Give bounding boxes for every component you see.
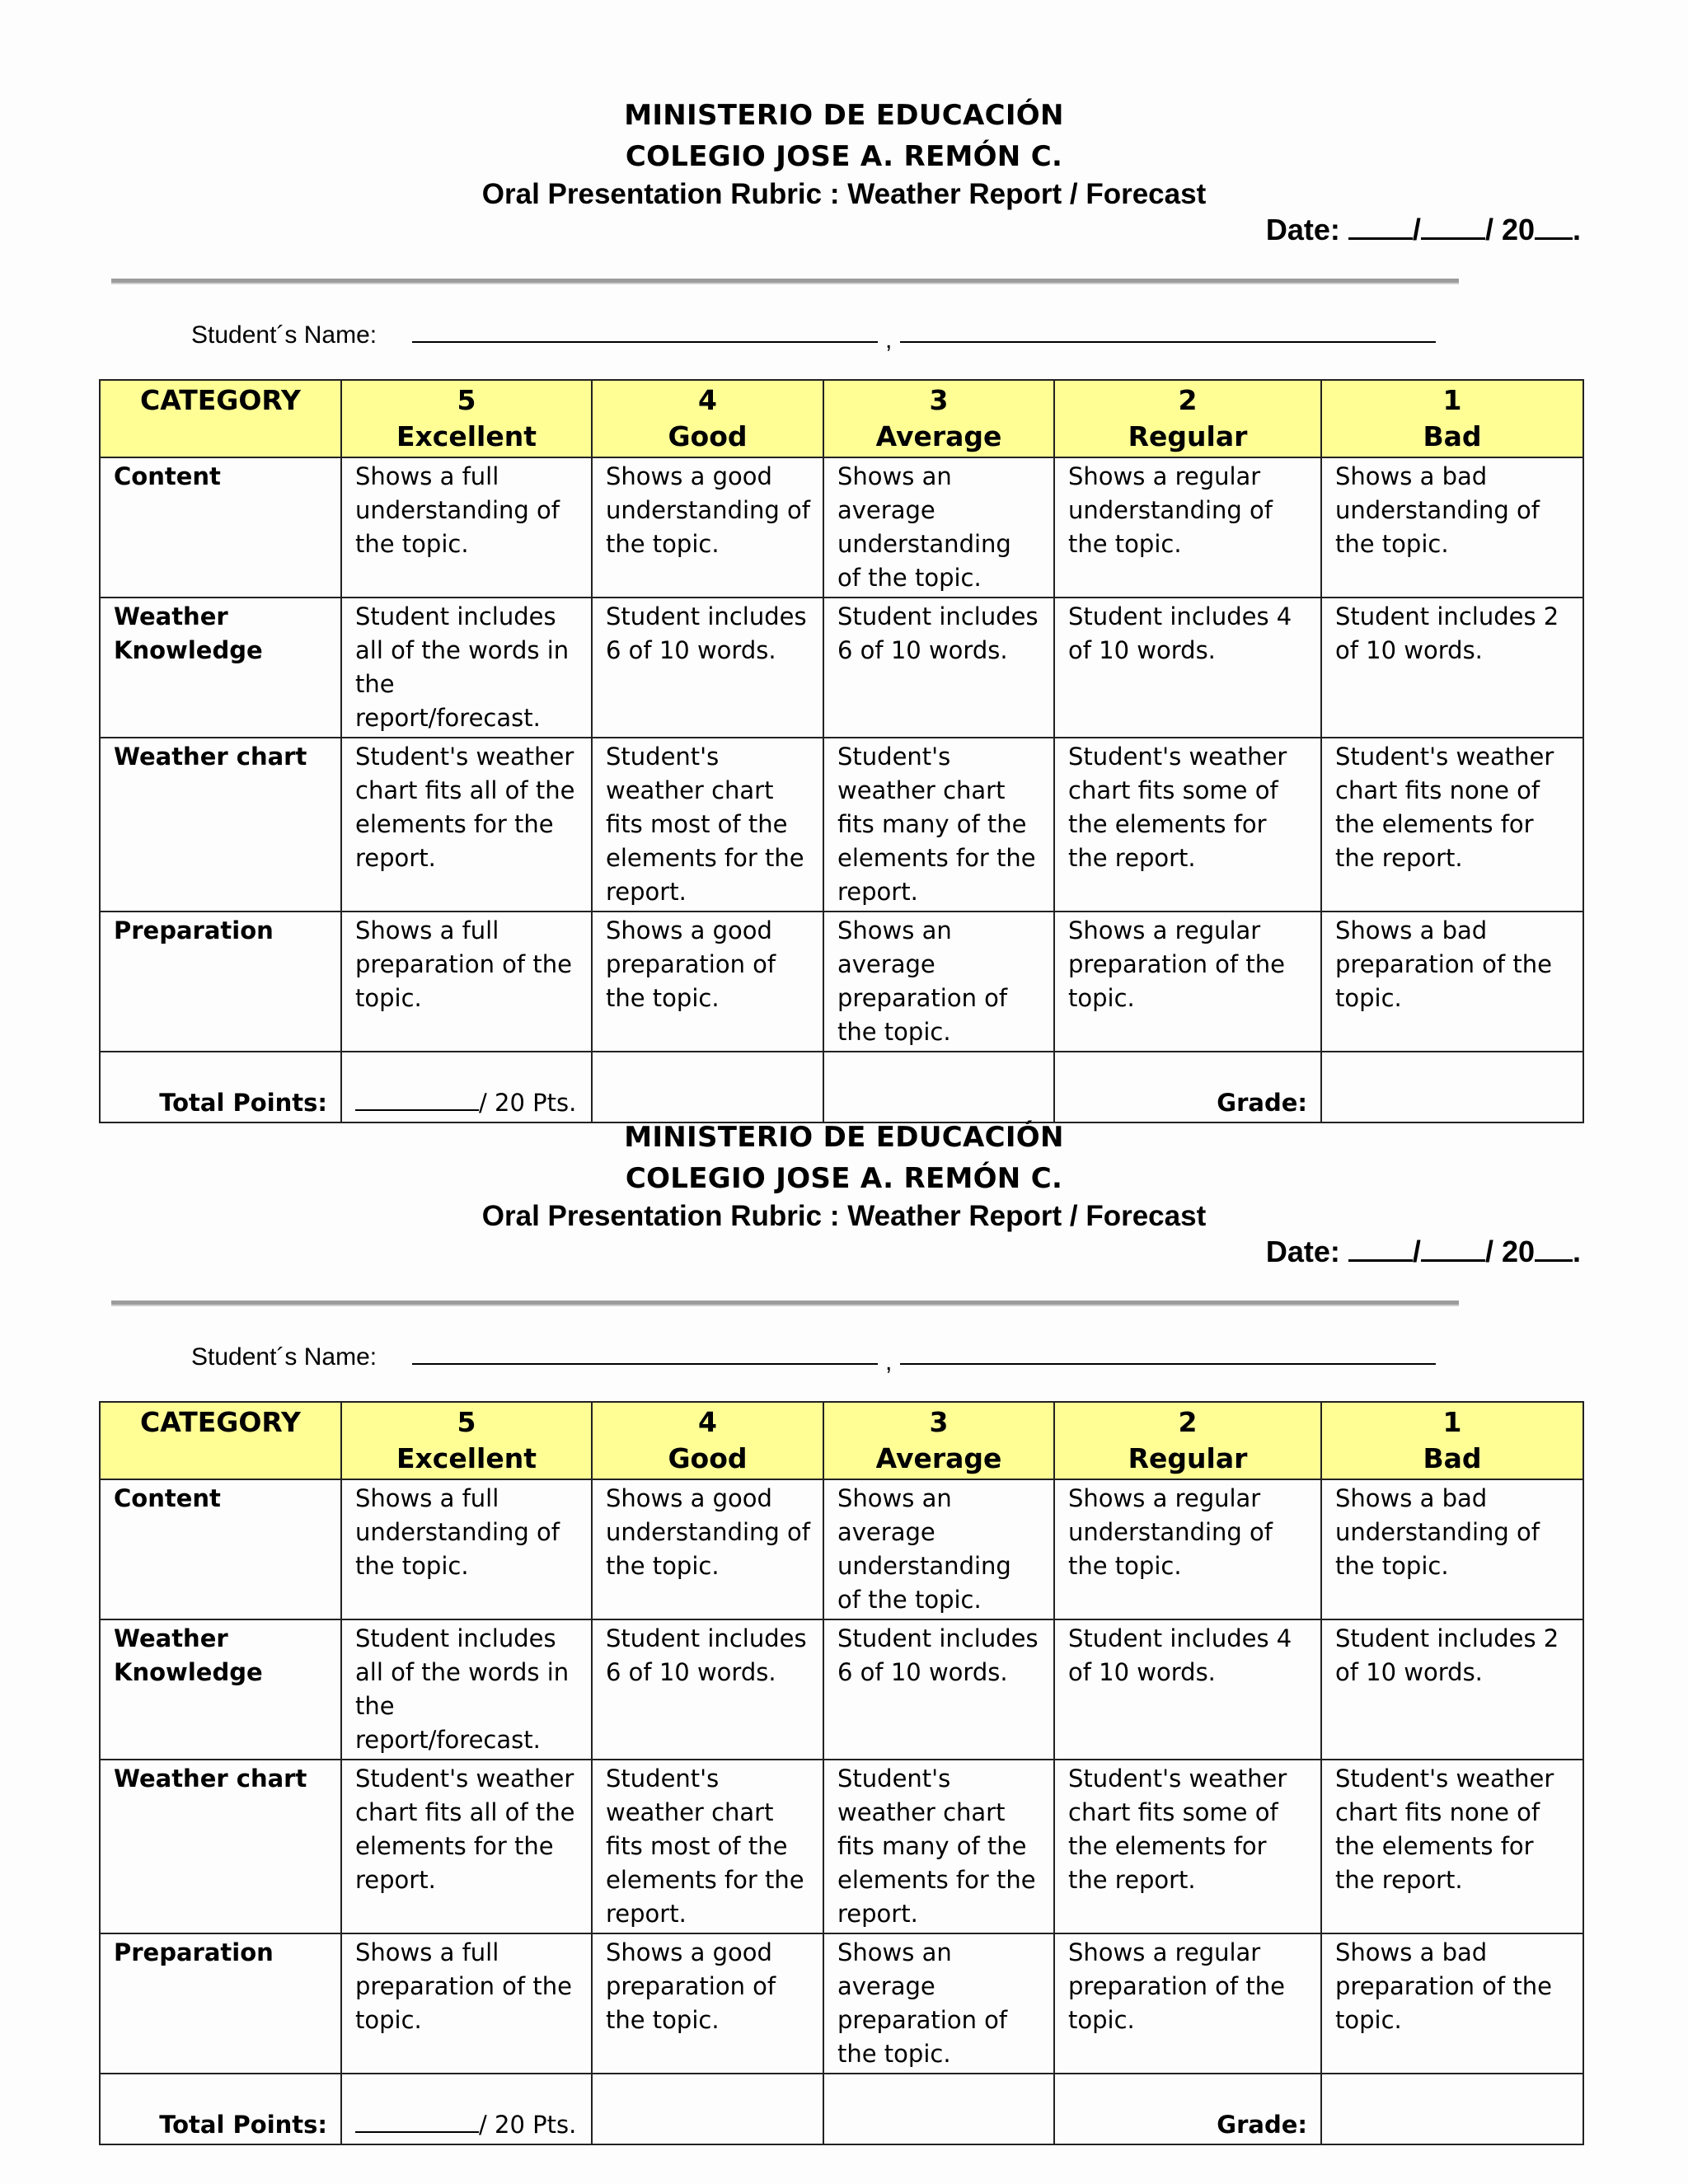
table-row [100,912,1583,1052]
student-first-name-blank[interactable] [900,341,1436,343]
total-row [100,1052,1583,1122]
rubric-table [99,1401,1584,2145]
points-blank[interactable] [355,2107,479,2133]
criteria-cell: Shows a regular preparation of the topic. [1054,1933,1321,2074]
category-cell: Weather Knowledge [100,598,341,738]
date-month-blank[interactable] [1421,1235,1485,1262]
header-good: 4 Good [592,1402,823,1479]
table-row [100,598,1583,738]
criteria-cell: Student includes 4 of 10 words. [1054,1619,1321,1760]
criteria-cell: Student includes 6 of 10 words. [823,1619,1054,1760]
header-good: 4 Good [592,380,823,457]
category-cell: Content [100,457,341,598]
category-cell: Preparation [100,1933,341,2074]
criteria-cell: Student's weather chart fits many of the elements for the report. [823,738,1054,912]
criteria-cell: Student's weather chart fits most of the elements for the report. [592,1760,823,1933]
category-cell: Weather chart [100,1760,341,1933]
table-row [100,1619,1583,1760]
grade-label: Grade: [1054,1052,1321,1122]
date-field[interactable] [1266,213,1581,247]
criteria-cell: Student includes 2 of 10 words. [1321,598,1583,738]
criteria-cell: Student includes all of the words in the report/forecast. [341,598,592,738]
name-comma: , [885,1348,893,1376]
date-period: . [1572,1235,1581,1268]
criteria-cell: Student includes 2 of 10 words. [1321,1619,1583,1760]
school-title: COLEGIO JOSE A. REMÓN C. [625,1162,1063,1195]
date-month-blank[interactable] [1421,213,1485,240]
criteria-cell: Student's weather chart fits none of the elements for the report. [1321,738,1583,912]
criteria-cell: Student's weather chart fits some of the elements for the report. [1054,738,1321,912]
table-row [100,1760,1583,1933]
criteria-cell: Shows a bad understanding of the topic. [1321,457,1583,598]
criteria-cell: Student includes 6 of 10 words. [592,598,823,738]
criteria-cell: Shows an average preparation of the topic. [823,1933,1054,2074]
ministry-title: MINISTERIO DE EDUCACIÓN [624,99,1064,132]
criteria-cell: Student includes all of the words in the report/forecast. [341,1619,592,1760]
empty-cell [592,2074,823,2144]
points-blank[interactable] [355,1085,479,1111]
criteria-cell: Student's weather chart fits all of the elements for the report. [341,1760,592,1933]
total-points-label: Total Points: [100,2074,341,2144]
points-suffix: / 20 Pts. [479,1089,577,1117]
table-row [100,738,1583,912]
criteria-cell: Shows a full preparation of the topic. [341,912,592,1052]
criteria-cell: Student's weather chart fits none of the elements for the report. [1321,1760,1583,1933]
criteria-cell: Shows a bad understanding of the topic. [1321,1479,1583,1619]
header-average: 3 Average [823,380,1054,457]
table-row [100,1933,1583,2074]
date-separator: / [1412,213,1421,246]
header-excellent: 5 Excellent [341,1402,592,1479]
criteria-cell: Shows a regular understanding of the topic. [1054,457,1321,598]
criteria-cell: Shows an average preparation of the topic. [823,912,1054,1052]
date-year-prefix: / 20 [1484,213,1535,246]
date-label: Date: [1265,213,1340,246]
date-year-blank[interactable] [1535,213,1573,240]
category-cell: Weather chart [100,738,341,912]
criteria-cell: Student's weather chart fits most of the elements for the report. [592,738,823,912]
criteria-cell: Student's weather chart fits some of the elements for the report. [1054,1760,1321,1933]
criteria-cell: Shows a good preparation of the topic. [592,912,823,1052]
criteria-cell: Shows a good understanding of the topic. [592,1479,823,1619]
student-first-name-blank[interactable] [900,1363,1436,1365]
total-points-field[interactable] [341,2074,592,2144]
total-row [100,2074,1583,2144]
header-regular: 2 Regular [1054,380,1321,457]
header-row [100,1402,1583,1479]
criteria-cell: Shows a good understanding of the topic. [592,457,823,598]
category-cell: Content [100,1479,341,1619]
header-category: CATEGORY [100,380,341,457]
criteria-cell: Student includes 6 of 10 words. [592,1619,823,1760]
criteria-cell: Student's weather chart fits all of the elements for the report. [341,738,592,912]
divider [111,1301,1459,1306]
criteria-cell: Shows a regular preparation of the topic. [1054,912,1321,1052]
criteria-cell: Shows an average understanding of the topic. [823,457,1054,598]
school-title: COLEGIO JOSE A. REMÓN C. [625,140,1063,173]
grade-label: Grade: [1054,2074,1321,2144]
empty-cell [592,1052,823,1122]
criteria-cell: Student includes 6 of 10 words. [823,598,1054,738]
ministry-title: MINISTERIO DE EDUCACIÓN [624,1121,1064,1154]
criteria-cell: Shows a bad preparation of the topic. [1321,1933,1583,2074]
category-cell: Preparation [100,912,341,1052]
header-bad: 1 Bad [1321,1402,1583,1479]
criteria-cell: Shows an average understanding of the topic. [823,1479,1054,1619]
date-year-blank[interactable] [1535,1235,1573,1262]
criteria-cell: Shows a full preparation of the topic. [341,1933,592,2074]
header-regular: 2 Regular [1054,1402,1321,1479]
grade-field[interactable] [1321,2074,1583,2144]
criteria-cell: Shows a regular understanding of the topic. [1054,1479,1321,1619]
category-cell: Weather Knowledge [100,1619,341,1760]
points-suffix: / 20 Pts. [479,2111,577,2139]
rubric-table [99,379,1584,1123]
divider [111,279,1459,284]
criteria-cell: Shows a good preparation of the topic. [592,1933,823,2074]
total-points-label: Total Points: [100,1052,341,1122]
table-row [100,457,1583,598]
date-field[interactable] [1266,1235,1581,1269]
date-year-prefix: / 20 [1484,1235,1535,1268]
student-name-label: Student´s Name: [191,1343,377,1371]
header-row [100,380,1583,457]
criteria-cell: Shows a full understanding of the topic. [341,457,592,598]
rubric-title: Oral Presentation Rubric : Weather Report / Forecast [481,1200,1207,1232]
rubric-title: Oral Presentation Rubric : Weather Report / Forecast [481,178,1207,210]
header-bad: 1 Bad [1321,380,1583,457]
criteria-cell: Shows a full understanding of the topic. [341,1479,592,1619]
empty-cell [823,1052,1054,1122]
date-period: . [1572,213,1581,246]
student-name-label: Student´s Name: [191,321,377,349]
criteria-cell: Student's weather chart fits many of the elements for the report. [823,1760,1054,1933]
date-day-blank[interactable] [1348,213,1413,240]
criteria-cell: Student includes 4 of 10 words. [1054,598,1321,738]
header-category: CATEGORY [100,1402,341,1479]
date-separator: / [1412,1235,1421,1268]
header-average: 3 Average [823,1402,1054,1479]
criteria-cell: Shows a bad preparation of the topic. [1321,912,1583,1052]
grade-field[interactable] [1321,1052,1583,1122]
date-label: Date: [1265,1235,1340,1268]
empty-cell [823,2074,1054,2144]
date-day-blank[interactable] [1348,1235,1413,1262]
table-row [100,1479,1583,1619]
student-last-name-blank[interactable] [412,1363,878,1365]
header-excellent: 5 Excellent [341,380,592,457]
total-points-field[interactable] [341,1052,592,1122]
name-comma: , [885,326,893,354]
student-last-name-blank[interactable] [412,341,878,343]
